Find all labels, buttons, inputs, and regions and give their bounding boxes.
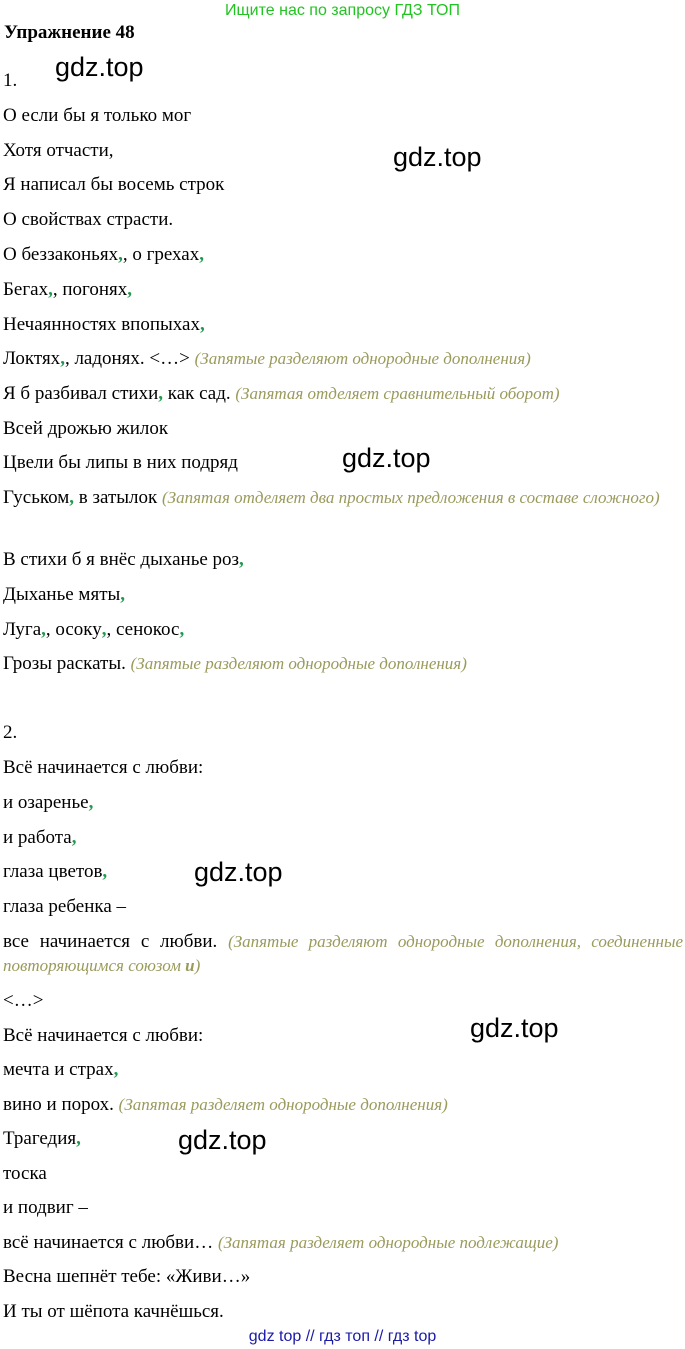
poem-line: [3, 827, 77, 849]
comma-mark: ,: [69, 487, 75, 508]
text: глаза цветов: [3, 861, 103, 882]
comma-mark: ,: [41, 619, 46, 640]
comma-mark: ,: [101, 619, 107, 640]
text: и работа: [3, 827, 72, 848]
text: В стихи б я внёс дыханье роз: [3, 549, 240, 570]
poem-line: [3, 279, 132, 301]
poem-line: О свойствах страсти.: [3, 209, 174, 230]
text: , ладонях. <…>: [64, 348, 195, 369]
poem-line: [3, 861, 107, 883]
poem-line: [3, 314, 205, 336]
text: мечта и страх: [3, 1059, 114, 1080]
watermark: gdz.top: [55, 52, 144, 82]
watermark: gdz.top: [178, 1125, 267, 1155]
poem-line: [3, 1059, 118, 1081]
text: Трагедия: [3, 1128, 77, 1149]
text: и озаренье: [3, 792, 89, 813]
poem-line: [3, 619, 184, 641]
text: всё начинается с любви…: [3, 1232, 218, 1253]
text: Луга: [3, 619, 42, 640]
comma-mark: ,: [199, 244, 204, 265]
watermark: gdz.top: [393, 142, 482, 172]
search-banner: Ищите нас по запросу ГДЗ ТОП: [225, 2, 460, 19]
comma-mark: ,: [199, 314, 205, 335]
comma-mark: ,: [120, 584, 126, 605]
comma-mark: ,: [76, 1128, 81, 1149]
poem-line: тоска: [3, 1163, 47, 1184]
text: , осоку: [45, 619, 102, 640]
footer-links: gdz top // гдз топ // гдз top: [248, 1328, 437, 1345]
exercise-title: Упражнение 48: [4, 22, 135, 43]
poem-line: [3, 1094, 448, 1116]
text: в затылок: [74, 487, 162, 508]
poem-line: Хотя отчасти,: [3, 140, 114, 161]
comma-mark: ,: [88, 792, 94, 813]
poem-line: Всё начинается с любви:: [3, 1025, 204, 1046]
grammar-note: (Запятая разделяет однородные дополнения): [118, 1095, 448, 1114]
grammar-note: (Запятая разделяет однородные подлежащие): [217, 1233, 559, 1252]
poem-line: [3, 584, 125, 606]
comma-mark: ,: [127, 279, 132, 300]
text: Локтях: [3, 348, 61, 369]
poem-line: <…>: [3, 990, 44, 1011]
poem-line: и подвиг –: [3, 1197, 88, 1218]
watermark: gdz.top: [194, 857, 283, 887]
watermark: gdz.top: [342, 443, 431, 473]
poem-line: [3, 348, 531, 370]
poem-line: [3, 1128, 81, 1150]
comma-mark: ,: [158, 383, 163, 404]
comma-mark: ,: [118, 244, 123, 265]
poem-line: [3, 1232, 558, 1254]
text: Нечаянностях впопыхах: [3, 314, 200, 335]
poem-line: О если бы я только мог: [3, 105, 192, 126]
comma-mark: ,: [179, 619, 185, 640]
text: как сад.: [163, 383, 236, 404]
grammar-note: (Запятая отделяет два простых предложения в составе сложного): [162, 488, 660, 507]
poem-line: [3, 244, 204, 266]
poem-line: Всей дрожью жилок: [3, 418, 169, 439]
section-2-number: 2.: [3, 722, 18, 743]
text: Грозы раскаты.: [3, 653, 131, 674]
poem-line: глаза ребенка –: [3, 896, 127, 917]
poem-line: Весна шепнёт тебе: «Живи…»: [3, 1266, 251, 1287]
text: О беззаконьях: [3, 244, 119, 265]
text: Дыханье мяты: [3, 584, 121, 605]
poem-line: [3, 383, 560, 405]
poem-line: [3, 653, 467, 675]
text: , о грехах: [122, 244, 200, 265]
grammar-note: (Запятая отделяет сравнительный оборот): [235, 384, 560, 403]
comma-mark: ,: [48, 279, 53, 300]
text: , погонях: [52, 279, 128, 300]
grammar-note: ): [194, 956, 201, 975]
text: Гуськом: [3, 487, 70, 508]
watermark: gdz.top: [470, 1013, 559, 1043]
comma-mark: ,: [239, 549, 244, 570]
poem-line: Цвели бы липы в них подряд: [3, 452, 238, 473]
grammar-note-emphasis: и: [185, 956, 195, 975]
section-1-number: 1.: [3, 70, 18, 91]
poem-line: [3, 792, 93, 814]
text: Я б разбивал стихи: [3, 383, 159, 404]
grammar-note: (Запятые разделяют однородные дополнения, соединенные повторяющимся союзом: [3, 932, 683, 975]
comma-mark: ,: [102, 861, 108, 882]
comma-mark: ,: [113, 1059, 119, 1080]
poem-line: [3, 930, 683, 978]
poem-line: Всё начинается с любви:: [3, 757, 204, 778]
grammar-note: (Запятые разделяют однородные дополнения): [194, 349, 531, 368]
poem-line: [3, 486, 683, 510]
comma-mark: ,: [71, 827, 77, 848]
poem-line: Я написал бы восемь строк: [3, 174, 225, 195]
text: вино и порох.: [3, 1094, 119, 1115]
poem-line: [3, 549, 244, 571]
text: все начинается с любви.: [3, 931, 229, 952]
grammar-note: (Запятые разделяют однородные дополнения): [130, 654, 467, 673]
text: , сенокос: [106, 619, 180, 640]
text: Бегах: [3, 279, 49, 300]
comma-mark: ,: [60, 348, 65, 369]
poem-line: И ты от шёпота качнёшься.: [3, 1301, 224, 1322]
